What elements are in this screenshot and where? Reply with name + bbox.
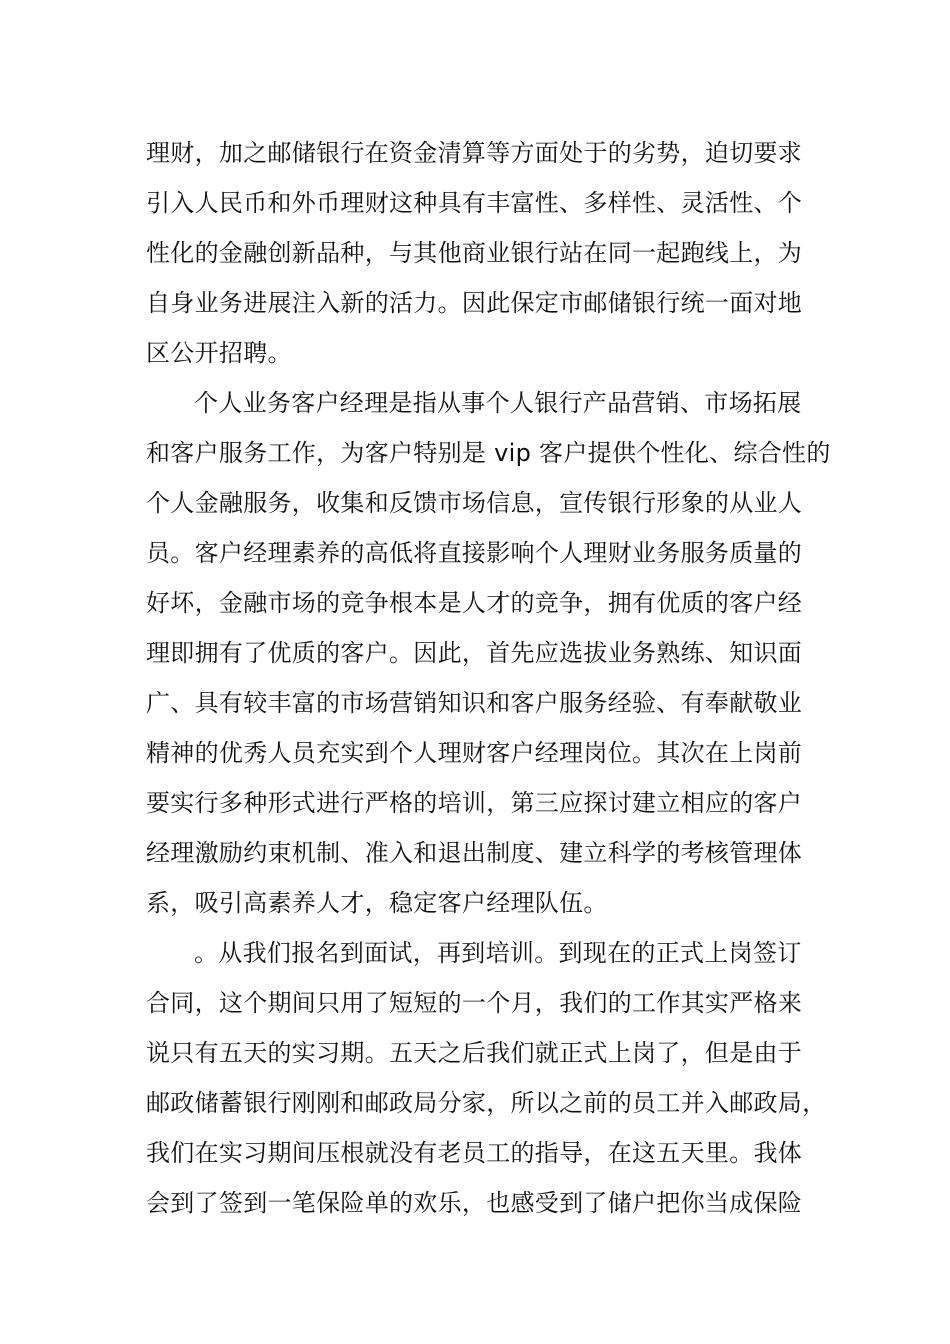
paragraph-first-line: 。从我们报名到面试，再到培训。到现在的正式上岗签订 bbox=[194, 939, 802, 967]
text-line: 和客户服务工作，为客户特别是 vip 客户提供个性化、综合性的 bbox=[146, 439, 831, 467]
text-line: 要实行多种形式进行严格的培训，第三应探讨建立相应的客户 bbox=[146, 789, 803, 817]
text-line: 说只有五天的实习期。五天之后我们就正式上岗了，但是由于 bbox=[146, 1039, 803, 1067]
text-line: 理即拥有了优质的客户。因此，首先应选拔业务熟练、知识面 bbox=[146, 639, 803, 667]
text-line: 经理激励约束机制、准入和退出制度、建立科学的考核管理体 bbox=[146, 839, 803, 867]
text-line: 员。客户经理素养的高低将直接影响个人理财业务服务质量的 bbox=[146, 539, 803, 567]
text-line: 邮政储蓄银行刚刚和邮政局分家，所以之前的员工并入邮政局， bbox=[146, 1089, 827, 1117]
text-line: 好坏，金融市场的竞争根本是人才的竞争，拥有优质的客户经 bbox=[146, 589, 803, 617]
text-line: 会到了签到一笔保险单的欢乐，也感受到了储户把你当成保险 bbox=[146, 1189, 803, 1217]
document-body bbox=[146, 128, 831, 1228]
text-line: 广、具有较丰富的市场营销知识和客户服务经验、有奉献敬业 bbox=[146, 689, 803, 717]
text-line: 自身业务进展注入新的活力。因此保定市邮储银行统一面对地 bbox=[146, 289, 803, 317]
text-line: 区公开招聘。 bbox=[146, 339, 292, 367]
paragraph-first-line: 个人业务客户经理是指从事个人银行产品营销、市场拓展 bbox=[194, 389, 802, 417]
text-line: 性化的金融创新品种，与其他商业银行站在同一起跑线上，为 bbox=[146, 239, 803, 267]
text-line: 精神的优秀人员充实到个人理财客户经理岗位。其次在上岗前 bbox=[146, 739, 803, 767]
text-line: 合同，这个期间只用了短短的一个月，我们的工作其实严格来 bbox=[146, 989, 803, 1017]
text-line: 理财，加之邮储银行在资金清算等方面处于的劣势，迫切要求 bbox=[146, 139, 803, 167]
text-line: 系，吸引高素养人才，稳定客户经理队伍。 bbox=[146, 889, 608, 917]
text-line: 个人金融服务，收集和反馈市场信息，宣传银行形象的从业人 bbox=[146, 489, 803, 517]
text-line: 我们在实习期间压根就没有老员工的指导，在这五天里。我体 bbox=[146, 1139, 803, 1167]
text-line: 引入人民币和外币理财这种具有丰富性、多样性、灵活性、个 bbox=[146, 189, 803, 217]
